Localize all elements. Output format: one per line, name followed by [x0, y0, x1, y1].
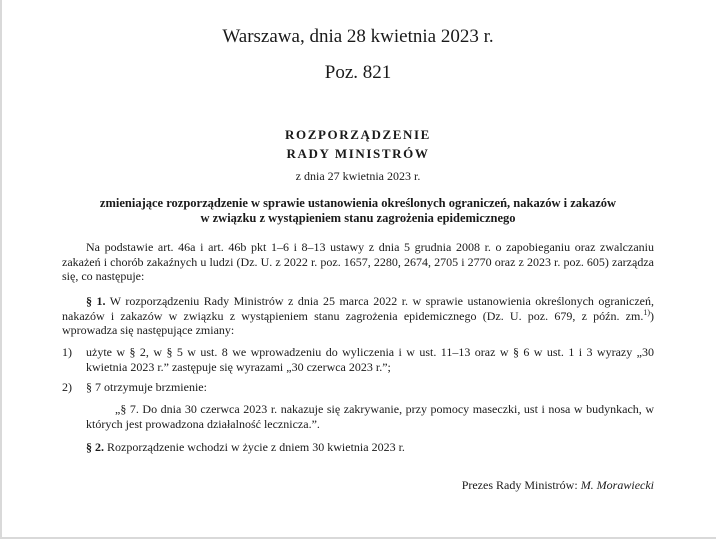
section-1-text: W rozporządzeniu Rady Ministrów z dnia 25 marca 2022 r. w sprawie ustanowienia określonych ograniczeń, nakazów i zakazów w związku z wystąpieniem stanu zagrożenia epidemicznego (Dz. U. poz. 679, z późn. zm.: [62, 294, 655, 323]
position-number: Poz. 821: [324, 62, 392, 83]
section-1-label: § 1.: [86, 294, 106, 308]
quoted-provision: „§ 7. Do dnia 30 czerwca 2023 r. nakazuje się zakrywanie, przy pomocy maseczki, ust i nosa w budynkach, w których jest prowadzona działalność lecznicza.”.: [86, 402, 654, 431]
signature: [462, 478, 654, 493]
section-2-text: Rozporządzenie wchodzi w życie z dniem 30 kwietnia 2023 r.: [104, 440, 405, 454]
subject-line-1: zmieniające rozporządzenie w sprawie ustanowienia określonych ograniczeń, nakazów i zakazów: [99, 196, 617, 210]
subject-line-2: w związku z wystąpieniem stanu zagrożenia epidemicznego: [200, 211, 516, 225]
issue-date: z dnia 27 kwietnia 2023 r.: [295, 169, 421, 183]
list-item-2-number: 2): [62, 380, 72, 394]
legal-basis-paragraph: Na podstawie art. 46a i art. 46b pkt 1–6 i 8–13 ustawy z dnia 5 grudnia 2008 r. o zapobieganiu oraz zwalczaniu zakażeń i chorób zakaźnych u ludzi (Dz. U. z 2022 r. poz. 1657, 2280, 2674, 2705 i 2770 oraz z 2023 r. poz. 605) zarządza się, co następuje:: [62, 240, 654, 283]
signature-role: Prezes Rady Ministrów:: [461, 478, 581, 492]
regulation-subject: [0, 196, 716, 226]
list-item-1-text: użyte w § 2, w § 5 w ust. 8 we wprowadzeniu do wyliczenia i w ust. 11–13 oraz w § 6 w ust. 1 i 3 wyrazy „30 kwietnia 2023 r.” zastępuje się wyrazami „30 czerwca 2023 r.”;: [86, 345, 654, 374]
section-1-text-end: ) wprowadza się następujące zmiany:: [62, 308, 654, 337]
place-date: Warszawa, dnia 28 kwietnia 2023 r.: [222, 26, 494, 47]
list-item-2-text: § 7 otrzymuje brzmienie:: [86, 380, 207, 394]
section-2-paragraph: [86, 440, 654, 455]
issuer-title: RADY MINISTRÓW: [286, 146, 430, 161]
document-type-title: ROZPORZĄDZENIE: [285, 127, 431, 142]
signature-name: M. Morawiecki: [580, 478, 654, 492]
section-1-paragraph: [62, 294, 654, 338]
footnote-ref[interactable]: 1): [643, 307, 650, 317]
list-item-1-number: 1): [62, 345, 72, 359]
section-2-label: § 2.: [86, 440, 104, 454]
